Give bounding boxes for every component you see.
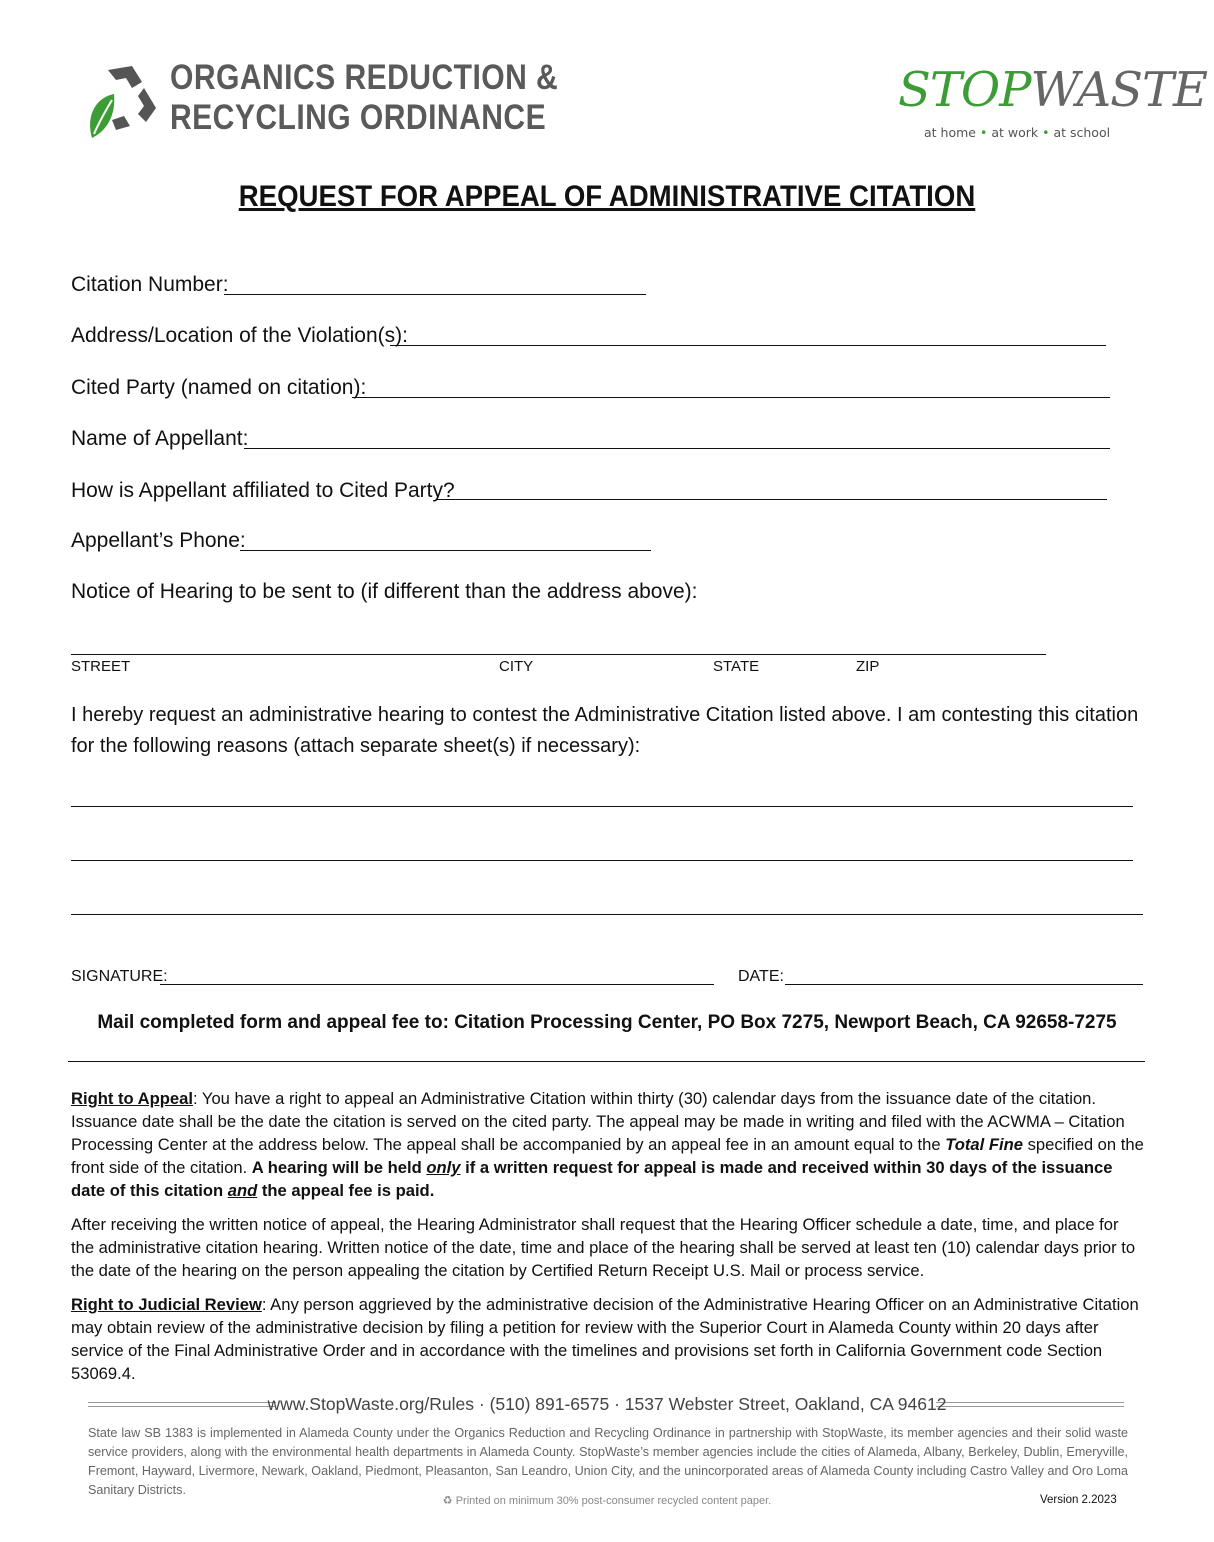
appellant-name-field[interactable] bbox=[244, 448, 1110, 449]
appeal-only: only bbox=[426, 1158, 461, 1177]
reason-line-1[interactable] bbox=[71, 806, 1133, 807]
section-divider bbox=[68, 1061, 1145, 1062]
judicial-review-text: : Any person aggrieved by the administrative decision of the Administrative Hearing Officer on an Administrative Citation may obtain review of the administrative decision by filing a petition for review with the Superior Court in Alameda County within 20 days after service of the Final Administrative Order and in accordance with the timelines and provisions set forth in California Government code Section 53069.4. bbox=[71, 1295, 1139, 1383]
version-label: Version 2.2023 bbox=[1040, 1494, 1117, 1506]
address-field[interactable] bbox=[390, 345, 1106, 346]
stopwaste-logo-waste: WASTE bbox=[1030, 62, 1208, 118]
phone-field[interactable] bbox=[240, 550, 651, 551]
notice-address-field[interactable] bbox=[71, 654, 1046, 655]
recycle-icon: ♻ bbox=[442, 1495, 456, 1507]
right-to-appeal-heading: Right to Appeal bbox=[71, 1089, 193, 1108]
citation-number-field[interactable] bbox=[224, 294, 646, 295]
tagline-work: at work bbox=[991, 125, 1039, 140]
address-label: Address/Location of the Violation(s): bbox=[71, 324, 408, 347]
affiliation-label: How is Appellant affiliated to Cited Party? bbox=[71, 479, 455, 502]
right-to-appeal-paragraph bbox=[71, 1087, 1146, 1202]
tagline-school: at school bbox=[1053, 125, 1111, 140]
phone-label: Appellant’s Phone: bbox=[71, 529, 246, 552]
judicial-review-heading: Right to Judicial Review bbox=[71, 1295, 262, 1314]
stopwaste-logo-stop: STOP bbox=[898, 62, 1031, 118]
affiliation-field[interactable] bbox=[436, 499, 1107, 500]
reasons-statement: I hereby request an administrative hearing to contest the Administrative Citation listed above. I am contesting this citation for the following reasons (attach separate sheet(s) if necessary): bbox=[71, 704, 1139, 757]
appeal-bold-1: A hearing will be held bbox=[251, 1158, 427, 1177]
stopwaste-tagline: at home • at work • at school bbox=[924, 125, 1111, 140]
footer-note: State law SB 1383 is implemented in Alameda County under the Organics Reduction and Recycling Ordinance in partnership with StopWaste, its member agencies and their solid waste service providers, along with the environmental health departments in Alameda County. StopWaste’s member agencies include the cities of Alameda, Albany, Berkeley, Dublin, Emeryville, Fremont, Hayward, Livermore, Newark, Oakland, Piedmont, Pleasanton, San Leandro, Union City, and the unincorporated areas of Alameda County including Castro Valley and Oro Loma Sanitary Districts. bbox=[88, 1426, 1128, 1497]
recycle-leaf-logo-icon bbox=[86, 60, 158, 140]
zip-label: ZIP bbox=[856, 658, 880, 675]
signature-label: SIGNATURE: bbox=[71, 968, 168, 985]
date-label: DATE: bbox=[738, 968, 784, 985]
appeal-text-1: : You have a right to appeal an Administrative Citation within thirty (30) calendar days from the issuance date of the citation. Issuance date shall be the date the citation is served on the cited party. The appeal may be made in writing and filed with the ACWMA – Citation Processing Center at the address below. The appeal shall be accompanied by an appeal fee in an amount equal to the bbox=[71, 1089, 1125, 1154]
appellant-name-label: Name of Appellant: bbox=[71, 427, 249, 450]
ordinance-title bbox=[170, 58, 558, 138]
notice-label: Notice of Hearing to be sent to (if different than the address above): bbox=[71, 580, 698, 603]
signature-field[interactable] bbox=[160, 984, 714, 985]
ordinance-title-line-1: ORGANICS REDUCTION & bbox=[170, 58, 559, 97]
appeal-bold-3: the appeal fee is paid. bbox=[257, 1181, 435, 1200]
cited-party-field[interactable] bbox=[352, 397, 1110, 398]
mail-instruction: Mail completed form and appeal fee to: Citation Processing Center, PO Box 7275, Newport Beach, CA 92658-7275 bbox=[97, 1012, 1117, 1033]
street-label: STREET bbox=[71, 658, 131, 675]
reason-line-2[interactable] bbox=[71, 860, 1133, 861]
judicial-review-paragraph bbox=[71, 1293, 1146, 1385]
footer-contact: www.StopWaste.org/Rules · (510) 891-6575 · 1537 Webster Street, Oakland, CA 94612 bbox=[267, 1394, 947, 1414]
total-fine-term: Total Fine bbox=[945, 1135, 1023, 1154]
hearing-paragraph: After receiving the written notice of appeal, the Hearing Administrator shall request that the Hearing Officer schedule a date, time, and place for the administrative citation hearing. Written notice of the date, time and place of the hearing shall be served at least ten (10) calendar days prior to the date of the hearing on the person appealing the citation by Certified Return Receipt U.S. Mail or process service. bbox=[71, 1215, 1136, 1280]
appeal-and: and bbox=[227, 1181, 258, 1200]
date-field[interactable] bbox=[785, 984, 1143, 985]
cited-party-label: Cited Party (named on citation): bbox=[71, 376, 367, 399]
citation-number-label: Citation Number: bbox=[71, 273, 229, 296]
document-title: REQUEST FOR APPEAL OF ADMINISTRATIVE CITATION bbox=[238, 180, 976, 213]
tagline-home: at home bbox=[924, 125, 976, 140]
printed-note bbox=[0, 1494, 1214, 1507]
stopwaste-logo bbox=[898, 62, 1207, 118]
appeal-text-2: specified on the front side of the citation. bbox=[71, 1135, 1144, 1177]
city-label: CITY bbox=[499, 658, 534, 675]
state-label: STATE bbox=[713, 658, 760, 675]
reason-line-3[interactable] bbox=[71, 914, 1143, 915]
ordinance-title-line-2: RECYCLING ORDINANCE bbox=[170, 98, 547, 137]
appeal-bold-2: if a written request for appeal is made and received within 30 days of the issuance date of this citation bbox=[71, 1158, 1113, 1200]
printed-note-text: Printed on minimum 30% post-consumer recycled content paper. bbox=[455, 1495, 772, 1507]
